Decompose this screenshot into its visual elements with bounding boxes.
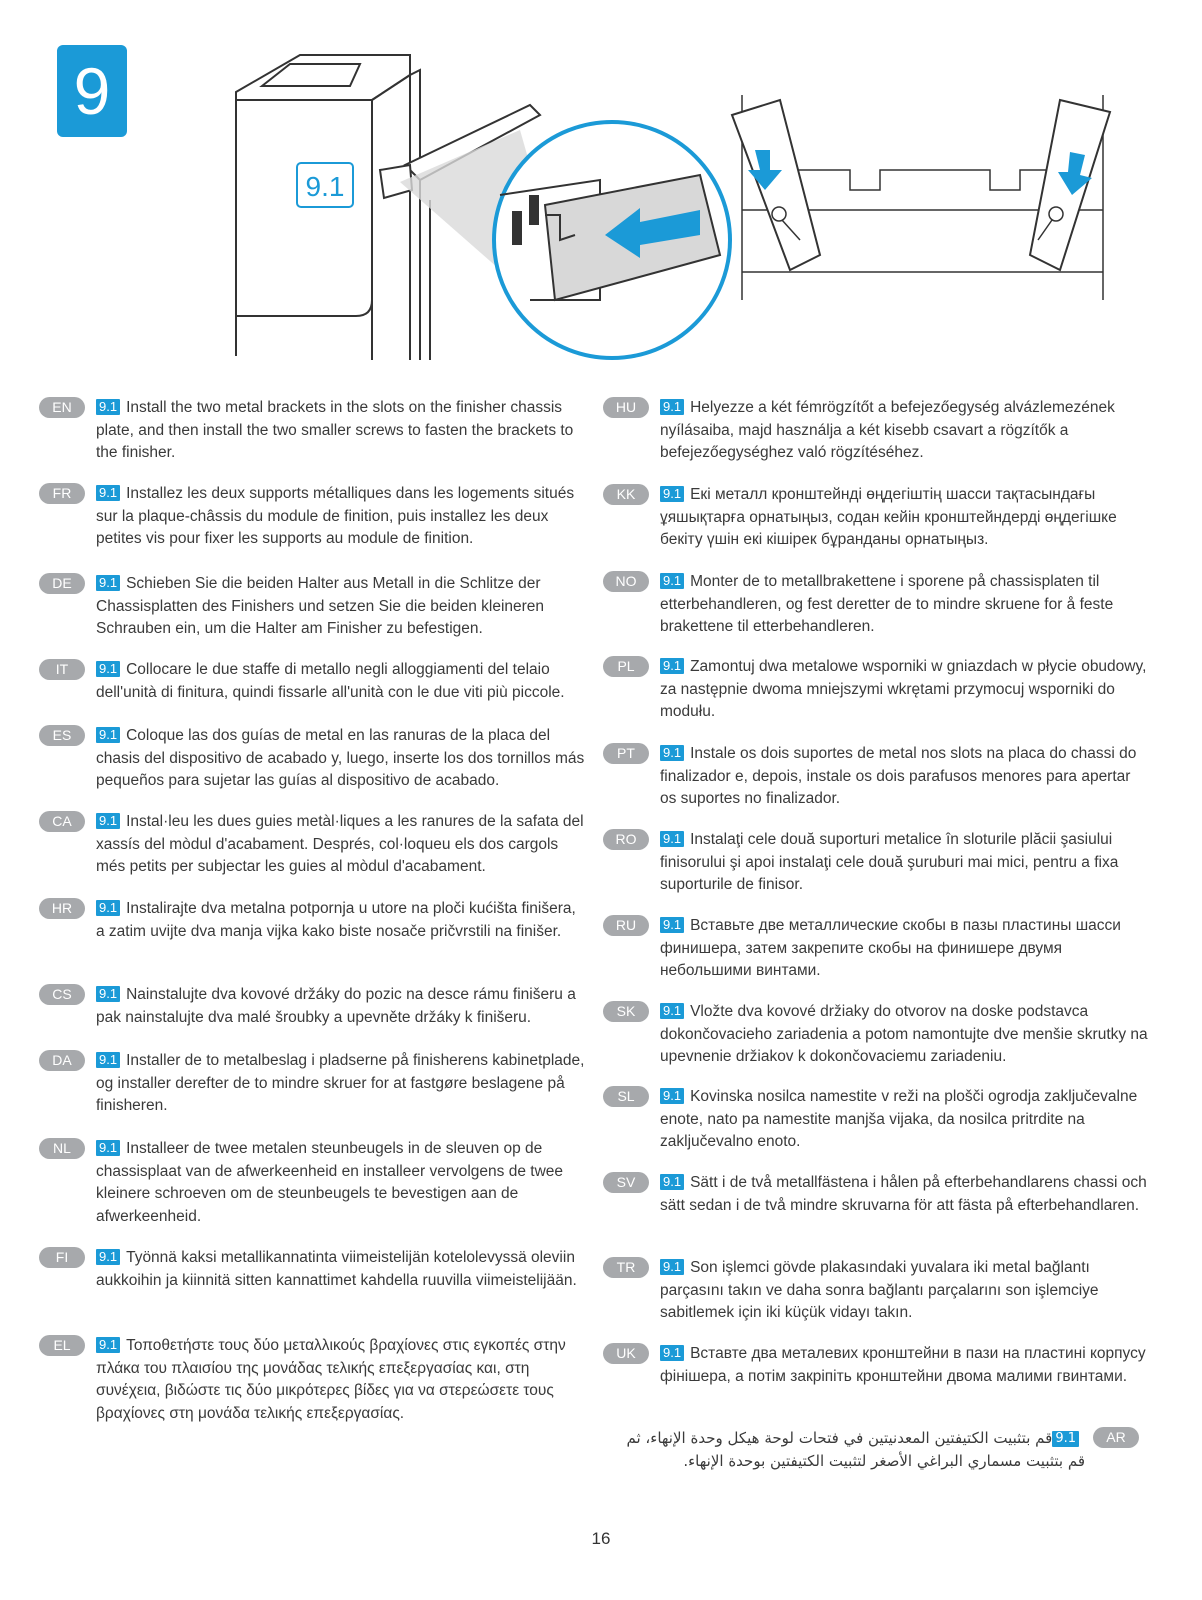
lang-badge: TR [603,1257,649,1278]
instruction-text [96,1050,586,1118]
instruction-text [660,484,1150,552]
instruction-body: Vložte dva kovové držiaky do otvorov na doske podstavca dokončovacieho zariadenia a potom namontujte dve menšie skrutky na upevnenie držiakov k dokončovaciemu zariadeniu. [660,1003,1148,1066]
step-tag: 9.1 [96,485,120,501]
instruction-body: Collocare le due staffe di metallo negli alloggiamenti del telaio dell'unità di finitura, quindi fissarle all'unità con le due viti più piccole. [96,661,565,701]
step-tag: 9.1 [96,727,120,743]
step-tag: 9.1 [96,986,120,1002]
step-tag: 9.1 [96,1337,120,1353]
lang-badge: RU [603,915,649,936]
lang-badge: SL [603,1086,649,1107]
instruction-body: Son işlemci gövde plakasındaki yuvalara iki metal bağlantı parçasını takın ve daha sonra bağlantı parçalarını son işlemciye sabitlemek için iki küçük vidayı takın. [660,1259,1099,1322]
lang-badge: RO [603,829,649,850]
lang-badge: EL [39,1335,85,1356]
lang-badge: HU [603,397,649,418]
instruction-body: Вставте два металевих кронштейни в пази на пластині корпусу фінішера, а потім закріпіть кронштейни двома малими гвинтами. [660,1345,1146,1385]
step-tag: 9.1 [96,1052,120,1068]
step-tag: 9.1 [660,917,684,933]
lang-badge: DE [39,573,85,594]
lang-badge: ES [39,725,85,746]
lang-badge: IT [39,659,85,680]
instruction-text [96,898,586,943]
instruction-body: Helyezze a két fémrögzítőt a befejezőegység alvázlemezének nyílásaiba, majd használja a két kisebb csavart a rögzítők a befejezőegységhez való rögzítéséhez. [660,399,1115,462]
lang-badge: AR [1093,1427,1139,1448]
step-tag: 9.1 [660,1174,684,1190]
step-tag: 9.1 [96,661,120,677]
step-tag: 9.1 [660,1345,684,1361]
callout-label: 9.1 [305,171,345,202]
lang-badge: HR [39,898,85,919]
step-tag: 9.1 [660,831,684,847]
lang-badge: EN [39,397,85,418]
step-tag: 9.1 [660,573,684,589]
lang-badge: SK [603,1001,649,1022]
instruction-body: Екі металл кронштейнді өңдегіштің шасси тақтасындағы ұяшықтарға орнатыңыз, содан кейін кронштейндерді өңдегішке бекіту үшін екі кішірек бұранданы орнатыңыз. [660,486,1117,549]
step-tag: 9.1 [96,399,120,415]
instruction-text [660,656,1150,724]
instruction-body: قم بتثبيت الكتيفتين المعدنيتين في فتحات لوحة هيكل وحدة الإنهاء، ثم قم بتثبيت مسماري البراغي الأصغر لتثبيت الكتيفتين بوحدة الإنهاء. [626,1429,1085,1470]
instruction-body: Instale os dois suportes de metal nos slots na placa do chassi do finalizador e, depois, instale os dois parafusos menores para apertar os suportes no finalizador. [660,745,1137,808]
instruction-text [660,1172,1150,1217]
step-tag: 9.1 [96,1249,120,1265]
instruction-body: Install the two metal brackets in the slots on the finisher chassis plate, and then install the two smaller screws to fasten the brackets to the finisher. [96,399,574,462]
instruction-body: Τοποθετήστε τους δύο μεταλλικούς βραχίονες στις εγκοπές στην πλάκα του πλαισίου της μονάδας τελικής επεξεργασίας και, στη συνέχεια, βιδώστε τις δύο μικρότερες βίδες για να στερεώσετε τους βραχίονες στη μονάδα τελικής επεξεργασίας. [96,1337,566,1422]
installation-illustration [0,0,1202,385]
instruction-text [660,1343,1150,1388]
step-tag: 9.1 [660,1259,684,1275]
instruction-text [96,811,586,879]
lang-badge: PT [603,743,649,764]
step-tag: 9.1 [96,900,120,916]
step-tag: 9.1 [660,745,684,761]
lang-badge: NO [603,571,649,592]
step-tag: 9.1 [96,813,120,829]
instruction-text [96,397,586,465]
step-tag: 9.1 [660,486,684,502]
step-tag: 9.1 [660,1088,684,1104]
instruction-text [660,1086,1150,1154]
lang-badge: DA [39,1050,85,1071]
instruction-body: Zamontuj dwa metalowe wsporniki w gniazdach w płycie obudowy, za następnie dwoma mniejszymi wkrętami przymocuj wsporniki do modułu. [660,658,1147,721]
instruction-body: Kovinska nosilca namestite v reži na plošči ogrodja zaključevalne enote, nato pa namestite manjša vijaka, da nosilca pritrdite na zaključevalno enoto. [660,1088,1138,1151]
page-number: 16 [591,1529,611,1548]
lang-badge: PL [603,656,649,677]
step-tag: 9.1 [660,658,684,674]
step-tag: 9.1 [1052,1431,1079,1447]
step-tag: 9.1 [660,1003,684,1019]
instruction-text [96,1335,586,1425]
instruction-text [660,743,1150,811]
instruction-text [96,1247,586,1292]
lang-badge: UK [603,1343,649,1364]
lang-badge: FR [39,483,85,504]
instruction-text [96,573,586,641]
bracket-detail-drawing [732,95,1110,300]
instruction-body: Вставьте две металлические скобы в пазы пластины шасси финишера, затем закрепите скобы на финишере двумя небольшими винтами. [660,917,1121,980]
lang-badge: CA [39,811,85,832]
instruction-text [96,725,586,793]
instruction-body: Coloque las dos guías de metal en las ranuras de la placa del chasis del dispositivo de acabado y, luego, inserte los dos tornillos más pequeños para sujetar las guías al dispositivo de acabado. [96,727,585,790]
lang-badge: CS [39,984,85,1005]
instruction-text [660,915,1150,983]
instruction-body: Monter de to metallbrakettene i sporene på chassisplaten til etterbehandleren, og fest deretter de to mindre skruene for å feste brakettene til etterbehandleren. [660,573,1114,636]
instruction-text [96,659,586,704]
instruction-body: Installeer de twee metalen steunbeugels in de sleuven op de chassisplaat van de afwerkeenheid en installeer vervolgens de twee kleinere schroeven om de steunbeugels te bevestigen aan de afwerkeenheid. [96,1140,564,1225]
instruction-body: Instalirajte dva metalna potpornja u utore na ploči kućišta finišera, a zatim uvijte dva manja vijka kako biste nosače pričvrstili na finišer. [96,900,576,940]
instruction-body: Sätt i de två metallfästena i hålen på efterbehandlarens chassi och sätt sedan i de två mindre skruvarna för att fästa på efterbehandlaren. [660,1174,1147,1214]
step-tag: 9.1 [96,1140,120,1156]
lang-badge: SV [603,1172,649,1193]
instruction-body: Työnnä kaksi metallikannatinta viimeistelijän kotelolevyssä oleviin aukkoihin ja kiinnitä sitten kannattimet kahdella ruuvilla viimeistelijään. [96,1249,577,1289]
step-tag: 9.1 [660,399,684,415]
lang-badge: NL [39,1138,85,1159]
instruction-body: Instalaţi cele două suporturi metalice în sloturile plăcii şasiului finisorului şi apoi instalaţi cele două şuruburi mai mici, pentru a fixa suporturile de finisor. [660,831,1119,894]
instruction-text [96,483,586,551]
instruction-body: Installer de to metalbeslag i pladserne på finisherens kabinetplade, og installer derefter de to mindre skruer for at fastgøre beslagene på finisheren. [96,1052,585,1115]
instruction-body: Nainstalujte dva kovové držáky do pozic na desce rámu finišeru a pak nainstalujte dva malé šroubky a upevněte držáky k finišeru. [96,986,576,1026]
lang-badge: KK [603,484,649,505]
instruction-text [660,1001,1150,1069]
step-tag: 9.1 [96,575,120,591]
instruction-body: Instal·leu les dues guies metàl·liques a les ranures de la safata del xassís del mòdul d'acabament. Després, col·loqueu els dos cargols més petits per subjectar les guies al mòdul d'acabament. [96,813,584,876]
instruction-text [96,1138,586,1228]
step-number-badge: 9 [57,45,127,137]
instruction-text [96,984,586,1029]
instruction-text [660,829,1150,897]
instruction-body: Installez les deux supports métalliques dans les logements situés sur la plaque-châssis du module de finition, puis installez les deux petites vis pour fixer les supports au module de finition. [96,485,575,548]
instruction-text [660,571,1150,639]
instruction-text [610,1427,1085,1472]
instruction-text [660,397,1150,465]
lang-badge: FI [39,1247,85,1268]
instruction-text [660,1257,1150,1325]
instruction-body: Schieben Sie die beiden Halter aus Metall in die Schlitze der Chassisplatten des Finishers und setzen Sie die beiden kleineren Schrauben ein, um die Halter am Finisher zu befestigen. [96,575,545,638]
